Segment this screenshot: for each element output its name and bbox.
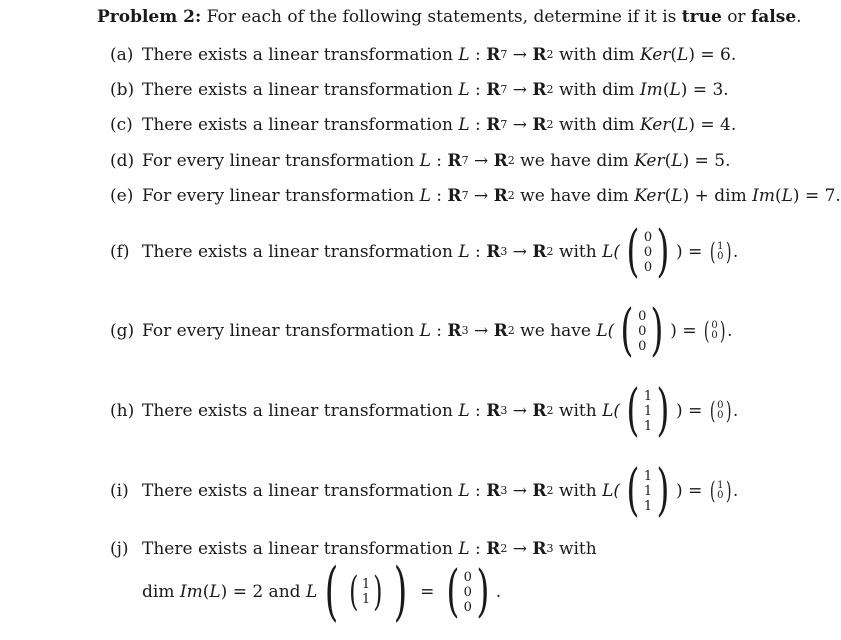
vector-paren: ) — [719, 317, 726, 345]
arrow: → — [473, 151, 489, 171]
statement-label: (a) — [110, 45, 134, 65]
real-symbol: R — [532, 539, 547, 559]
paren: ) — [676, 481, 683, 501]
vector-paren: ( — [620, 298, 634, 363]
statement-text: For every linear transformation — [142, 186, 415, 206]
vector-paren: ( — [709, 477, 716, 505]
paren: ( — [670, 45, 678, 65]
arrow: → — [512, 115, 527, 135]
colon: : — [475, 45, 481, 65]
map-name: L — [458, 481, 470, 501]
statement-b: (b) There exists a linear transformation L : R 7 → R 2 with dim Im ( L ) = 3. — [110, 80, 729, 100]
arrow: → — [473, 186, 489, 206]
paren: ) — [676, 242, 683, 262]
vector-paren: ) — [393, 555, 408, 629]
output-vector — [708, 399, 733, 423]
relation: = 3. — [692, 80, 729, 100]
colon: : — [475, 242, 481, 262]
map-apply: L( — [602, 242, 621, 262]
map-name: L — [209, 582, 221, 602]
statement-f: (f) There exists a linear transformation L : R 3 → R 2 with L( ( 0 0 0 ) ) = ( 1 0 ) . — [110, 219, 739, 284]
map-apply: L( — [596, 321, 615, 341]
vector-entry: 0 — [717, 400, 724, 411]
paren: ) — [792, 186, 800, 206]
vector-paren: ( — [626, 458, 640, 523]
input-vector — [622, 458, 674, 523]
statement-text: For every linear transformation — [142, 321, 415, 341]
statement-label: (i) — [110, 481, 129, 501]
vector-paren: ) — [650, 298, 664, 363]
vector-entry: 0 — [717, 490, 724, 501]
real-symbol: R — [447, 186, 462, 206]
colon: : — [475, 481, 481, 501]
vector-entry: 1 — [643, 388, 653, 404]
vector-entry: 0 — [643, 259, 653, 275]
real-symbol: R — [486, 242, 501, 262]
heading-true: true — [681, 7, 722, 27]
real-symbol: R — [486, 45, 501, 65]
statement-a: (a) There exists a linear transformation L : R 7 → R 2 with dim Ker ( L ) = 6. — [110, 45, 737, 65]
arrow: → — [473, 321, 489, 341]
statement-g: (g) For every linear transformation L : R 3 → R 2 we have L( ( 0 0 0 ) ) = ( 0 0 ) . — [110, 298, 733, 363]
vector-entry: 0 — [638, 323, 647, 339]
map-name: L — [458, 539, 470, 559]
vector-entry: 0 — [463, 599, 472, 615]
plus-dim: + dim — [694, 186, 747, 206]
vector-entry: 1 — [643, 418, 653, 434]
paren: ) — [682, 186, 690, 206]
vector-paren: ) — [476, 559, 490, 624]
problem-label: Problem 2: — [97, 7, 202, 27]
paren: ( — [664, 186, 672, 206]
relation: = 2 and — [232, 582, 301, 602]
condition-text: with — [558, 242, 597, 262]
function-name: Im — [752, 186, 775, 206]
map-name: L — [419, 321, 431, 341]
statement-text: There exists a linear transformation — [142, 481, 453, 501]
heading-or: or — [727, 7, 746, 27]
colon: : — [475, 401, 481, 421]
function-name: Ker — [639, 115, 671, 135]
statement-c: (c) There exists a linear transformation L : R 7 → R 2 with dim Ker ( L ) = 4. — [110, 115, 737, 135]
statement-text: There exists a linear transformation — [142, 242, 453, 262]
vector-paren: ) — [373, 569, 383, 615]
statement-text: There exists a linear transformation — [142, 401, 453, 421]
statement-label: (h) — [110, 401, 135, 421]
arrow: → — [512, 481, 527, 501]
condition-text: with dim — [558, 80, 635, 100]
paren: ( — [202, 582, 210, 602]
real-symbol: R — [493, 151, 508, 171]
vector-entry: 1 — [361, 592, 371, 607]
real-symbol: R — [532, 115, 547, 135]
equals: = — [682, 321, 697, 341]
vector-paren: ( — [709, 397, 716, 425]
map-name: L — [671, 151, 683, 171]
arrow: → — [512, 539, 527, 559]
real-symbol: R — [532, 80, 547, 100]
statement-text: There exists a linear transformation — [142, 45, 453, 65]
map-name: L — [781, 186, 793, 206]
statement-label: (j) — [110, 539, 129, 559]
condition-text: with dim — [558, 115, 635, 135]
function-name: Ker — [634, 151, 665, 171]
vector-entry: 1 — [643, 483, 653, 499]
map-name: L — [671, 186, 683, 206]
statement-label: (f) — [110, 242, 130, 262]
paren: ) — [676, 401, 683, 421]
map-name: L — [677, 115, 689, 135]
map-name: L — [677, 45, 689, 65]
vector-paren: ) — [656, 219, 670, 284]
heading-false: false — [750, 7, 797, 27]
vector-entry: 0 — [463, 584, 472, 600]
paren: ) — [680, 80, 688, 100]
statement-text: There exists a linear transformation — [142, 115, 453, 135]
map-name: L — [458, 80, 470, 100]
real-symbol: R — [486, 401, 501, 421]
real-symbol: R — [486, 80, 501, 100]
real-symbol: R — [532, 481, 547, 501]
relation: = 4. — [700, 115, 737, 135]
equals: = — [688, 401, 703, 421]
condition-text: with — [558, 481, 597, 501]
real-symbol: R — [532, 45, 547, 65]
paren: ) — [670, 321, 677, 341]
map-apply: L( — [602, 401, 621, 421]
vector-paren: ( — [324, 555, 339, 629]
input-vector — [622, 378, 674, 443]
vector-entry: 0 — [717, 410, 724, 421]
statement-label: (e) — [110, 186, 134, 206]
paren: ) — [688, 45, 695, 65]
statement-label: (c) — [110, 115, 133, 135]
vector-entry: 0 — [638, 338, 647, 354]
real-symbol: R — [532, 242, 547, 262]
map-name: L — [458, 45, 470, 65]
colon: : — [475, 539, 481, 559]
statement-text: For every linear transformation — [142, 151, 415, 171]
vector-paren: ( — [626, 378, 640, 443]
map-name: L — [419, 186, 431, 206]
vector-entry: 0 — [711, 330, 718, 341]
statement-d: (d) For every linear transformation L : R 7 → R 2 we have dim Ker ( L ) = 5. — [110, 151, 731, 171]
output-vector — [442, 559, 494, 624]
statement-text: There exists a linear transformation — [142, 539, 453, 559]
equals: = — [688, 481, 703, 501]
vector-entry: 1 — [643, 403, 653, 419]
colon: : — [436, 186, 443, 206]
colon: : — [475, 115, 481, 135]
vector-paren: ) — [656, 458, 670, 523]
vector-entry: 1 — [717, 480, 724, 491]
map-name: L — [669, 80, 681, 100]
statement-h: (h) There exists a linear transformation L : R 3 → R 2 with L( ( 1 1 1 ) ) = ( 0 0 ) . — [110, 378, 739, 443]
vector-entry: 1 — [717, 241, 724, 252]
relation: = 5. — [694, 151, 731, 171]
function-name: Ker — [634, 186, 665, 206]
relation: = 6. — [700, 45, 737, 65]
condition-text: with — [558, 401, 597, 421]
real-symbol: R — [486, 115, 501, 135]
function-name: Ker — [639, 45, 671, 65]
statement-label: (b) — [110, 80, 135, 100]
colon: : — [436, 321, 443, 341]
vector-entry: 1 — [361, 577, 371, 592]
statement-i: (i) There exists a linear transformation L : R 3 → R 2 with L( ( 1 1 1 ) ) = ( 1 0 ) . — [110, 458, 739, 523]
period: . — [732, 401, 739, 421]
relation: = 7. — [804, 186, 841, 206]
statement-label: (d) — [110, 151, 135, 171]
period: . — [727, 321, 733, 341]
vector-paren: ( — [446, 559, 460, 624]
paren: ( — [664, 151, 672, 171]
statement-e: (e) For every linear transformation L : R 7 → R 2 we have dim Ker ( L ) + dim Im ( L ) = 7. — [110, 186, 841, 206]
output-vector — [708, 479, 733, 503]
real-symbol: R — [486, 539, 501, 559]
arrow: → — [512, 80, 527, 100]
real-symbol: R — [447, 151, 462, 171]
map-name: L — [458, 401, 470, 421]
real-symbol: R — [493, 321, 508, 341]
input-vector — [622, 219, 674, 284]
output-vector — [708, 240, 733, 264]
vector-paren: ( — [349, 569, 359, 615]
map-name: L — [419, 151, 431, 171]
period: . — [495, 582, 502, 602]
map-name: L — [458, 115, 470, 135]
statement-j-continued — [142, 555, 502, 629]
input-vector — [346, 569, 386, 615]
vector-entry: 1 — [643, 468, 653, 484]
period: . — [732, 481, 739, 501]
colon: : — [436, 151, 443, 171]
arrow: → — [512, 45, 527, 65]
condition-text: we have — [520, 321, 591, 341]
outer-paren — [319, 555, 412, 629]
paren: ( — [670, 115, 678, 135]
real-symbol: R — [486, 481, 501, 501]
vector-entry: 0 — [638, 308, 647, 324]
statement-text: There exists a linear transformation — [142, 80, 453, 100]
vector-paren: ( — [709, 238, 716, 266]
vector-paren: ) — [725, 397, 731, 425]
real-symbol: R — [493, 186, 508, 206]
arrow: → — [512, 401, 527, 421]
vector-entry: 0 — [463, 569, 472, 585]
period: . — [732, 242, 739, 262]
output-vector — [702, 319, 727, 343]
condition-text: we have dim — [520, 186, 629, 206]
vector-paren: ( — [703, 317, 710, 345]
vector-paren: ) — [725, 477, 731, 505]
input-vector — [616, 298, 668, 363]
colon: : — [475, 80, 481, 100]
map-name: L — [305, 582, 318, 602]
arrow: → — [512, 242, 527, 262]
dim-text: dim — [142, 582, 175, 602]
real-symbol: R — [532, 401, 547, 421]
heading-period: . — [796, 7, 802, 27]
vector-entry: 0 — [711, 320, 718, 331]
vector-paren: ) — [656, 378, 670, 443]
vector-entry: 0 — [643, 244, 653, 260]
heading-text: For each of the following statements, determine if it is — [206, 7, 677, 27]
statement-j: (j) There exists a linear transformation L : R 2 → R 3 with — [110, 539, 597, 559]
paren: ( — [774, 186, 782, 206]
condition-text: we have dim — [520, 151, 629, 171]
vector-entry: 0 — [717, 251, 724, 262]
paren: ) — [688, 115, 695, 135]
real-symbol: R — [447, 321, 462, 341]
paren: ( — [662, 80, 670, 100]
map-apply: L( — [602, 481, 621, 501]
vector-paren: ) — [725, 238, 731, 266]
map-name: L — [458, 242, 470, 262]
vector-entry: 0 — [643, 229, 653, 245]
problem-heading — [97, 6, 802, 28]
condition-text: with — [558, 539, 597, 559]
equals: = — [688, 242, 703, 262]
paren: ) — [682, 151, 690, 171]
vector-paren: ( — [626, 219, 640, 284]
condition-text: with dim — [558, 45, 635, 65]
statement-label: (g) — [110, 321, 135, 341]
function-name: Im — [639, 80, 663, 100]
vector-entry: 1 — [643, 498, 653, 514]
equals: = — [420, 582, 435, 602]
function-name: Im — [179, 582, 203, 602]
paren: ) — [220, 582, 228, 602]
